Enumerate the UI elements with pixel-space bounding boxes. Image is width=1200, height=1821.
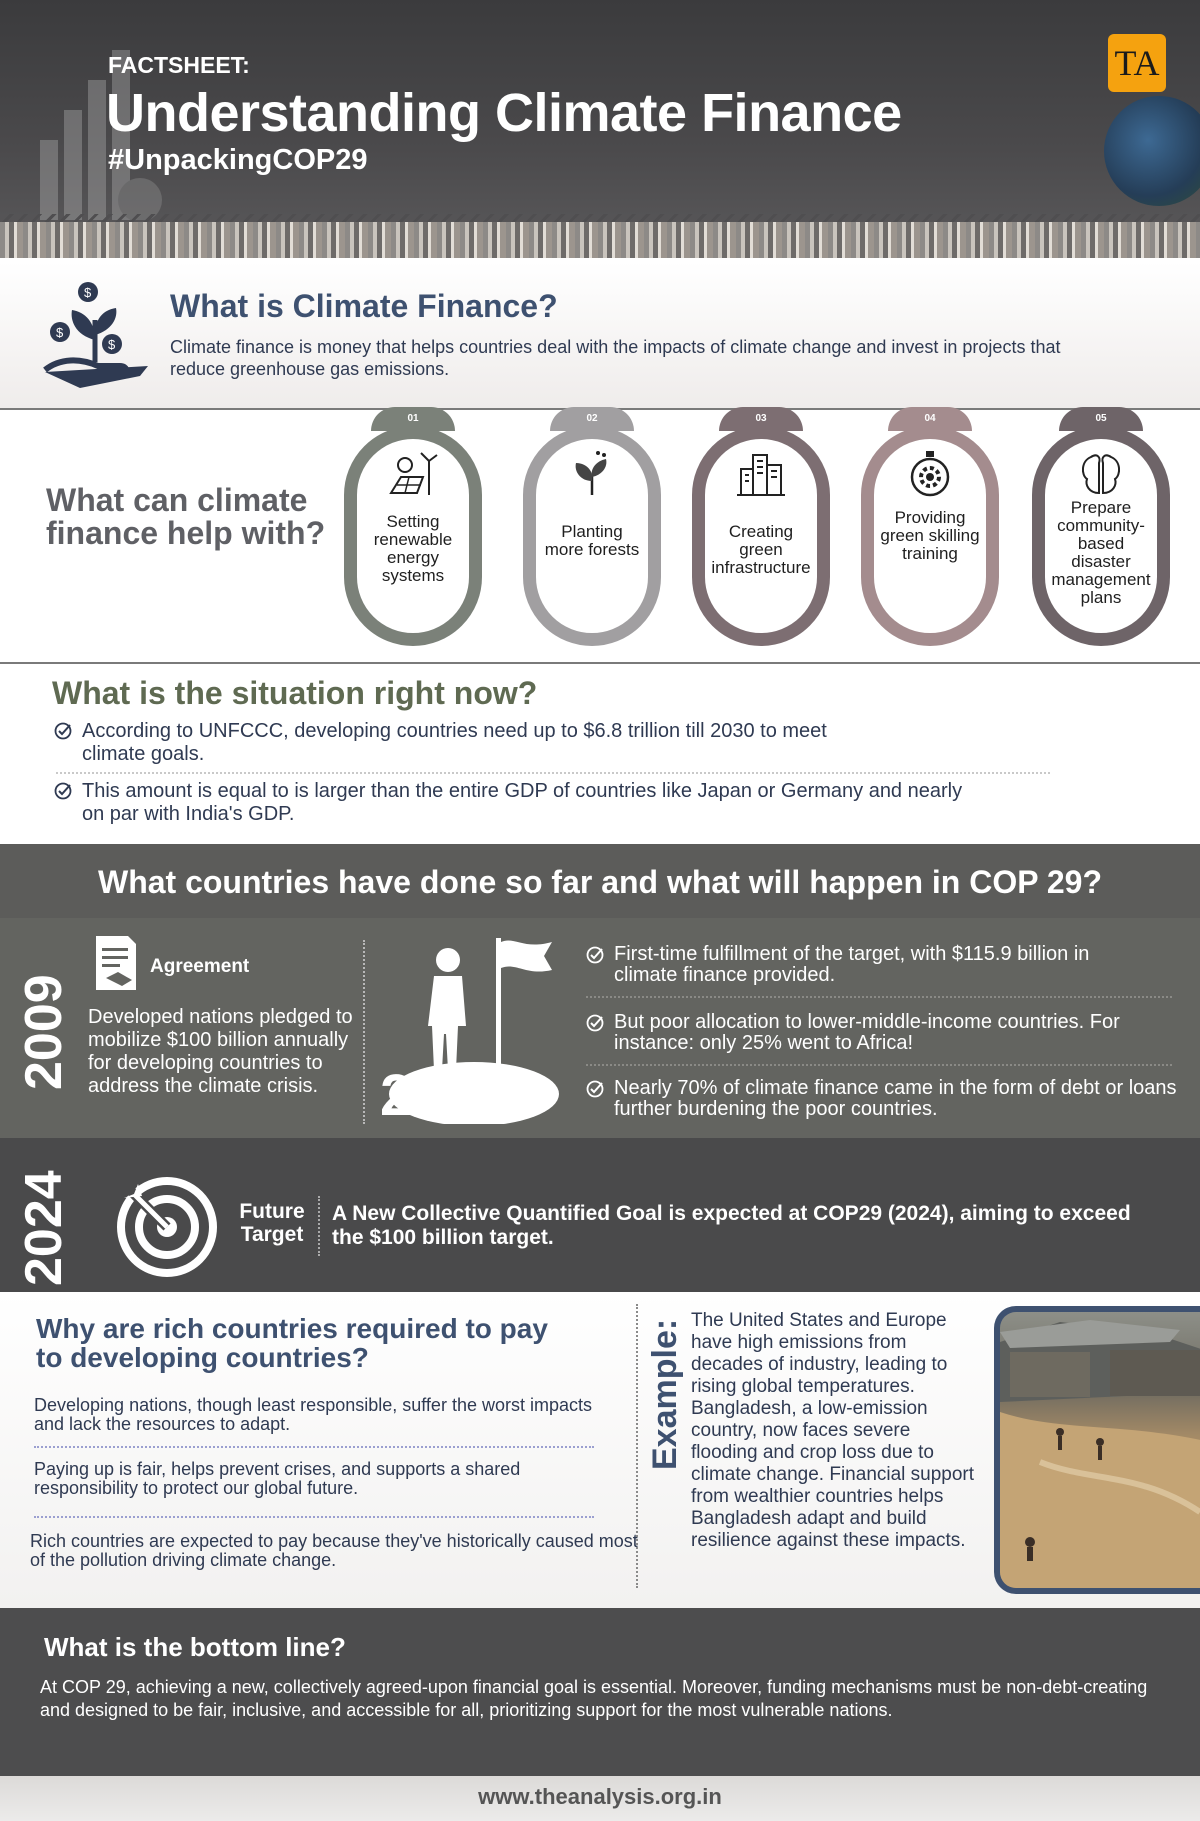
divider (34, 1516, 594, 1518)
card-label: Prepare community-based disaster management plans (1051, 498, 1151, 607)
list-item-text: Nearly 70% of climate finance came in the form of debt or loans further burdening the poor countries. (614, 1077, 1177, 1120)
list-item-text: First-time fulfillment of the target, with $115.9 billion in climate finance provided. (614, 943, 1090, 986)
card-number: 03 (719, 407, 803, 431)
check-icon (586, 1014, 604, 1032)
check-icon (54, 722, 72, 740)
svg-text:$: $ (56, 325, 64, 340)
list-item-text: This amount is equal to is larger than the entire GDP of countries like Japan or Germany and nearly on par with India's GDP. (82, 780, 963, 825)
future-target-text: A New Collective Quantified Goal is expected at COP29 (2024), aiming to exceed the $100 billion target. (332, 1202, 1131, 1249)
card-number: 05 (1059, 407, 1143, 431)
future-target-label: Future Target (239, 1200, 305, 1246)
agreement-document-icon (92, 934, 140, 992)
agreement-label: Agreement (150, 956, 250, 977)
example-text: The United States and Europe have high emissions from decades of industry, leading to rising global temperatures. Bangladesh, a low-emission country, now faces severe flooding and crop loss due to climate change. Financial support from wealthier countries helps Bangladesh adapt and build resilience against these impacts. (691, 1310, 975, 1551)
help-card (1032, 413, 1170, 646)
check-icon (586, 1080, 604, 1098)
decorative-stripes (0, 222, 1200, 258)
section-body: At COP 29, achieving a new, collectively agreed-upon financial goal is essential. Moreover, funding mechanisms must be non-debt-creating and designed to be fair, inclusive, and accessible for all, prioritizing support for the most vulnerable nations. (40, 1677, 1148, 1720)
section-heading: What countries have done so far and what will happen in COP 29? (97, 864, 1102, 900)
heads-icon (1075, 449, 1127, 501)
divider (363, 940, 365, 1124)
buildings-icon (735, 449, 787, 501)
section-heading: What is Climate Finance? (170, 288, 558, 324)
card-label: Planting more forests (544, 522, 640, 559)
year-label: 2009 (15, 974, 73, 1090)
card-label: Creating green infrastructure (711, 522, 811, 577)
divider (586, 1064, 1172, 1066)
solar-wind-icon (387, 449, 439, 501)
card-label: Setting renewable energy systems (373, 512, 453, 585)
svg-text:$: $ (84, 285, 92, 300)
section-heading: What is the situation right now? (52, 675, 538, 711)
kicker: FACTSHEET: (108, 52, 250, 78)
why-point: Developing nations, though least responsible, suffer the worst impacts and lack the resources to adapt. (34, 1395, 592, 1434)
help-card (344, 413, 482, 646)
year-label: 2024 (15, 1170, 73, 1286)
card-number: 02 (550, 407, 634, 431)
logo: TA (1108, 34, 1166, 92)
list-item-text: But poor allocation to lower-middle-income countries. For instance: only 25% went to Africa! (614, 1011, 1120, 1054)
example-label: Example: (646, 1318, 684, 1470)
what-is-section (0, 262, 1200, 408)
seedling-icon (566, 449, 618, 501)
card-label: Providing green skilling training (880, 508, 980, 563)
year-label: 2022 (380, 1063, 518, 1128)
flood-scene-illustration (1000, 1312, 1200, 1594)
check-icon (586, 946, 604, 964)
gear-stopwatch-icon (904, 449, 956, 501)
svg-text:$: $ (108, 337, 116, 352)
divider (34, 1446, 594, 1448)
divider (636, 1304, 638, 1588)
help-card (861, 413, 999, 646)
section-heading: Why are rich countries required to pay to developing countries? (36, 1313, 548, 1373)
money-plant-hand-icon (40, 280, 150, 390)
card-number: 04 (888, 407, 972, 431)
agreement-text: Developed nations pledged to mobilize $100 billion annually for developing countries to address the climate crisis. (88, 1006, 353, 1097)
why-point: Paying up is fair, helps prevent crises, and supports a shared responsibility to protect our global future. (34, 1459, 521, 1498)
divider (318, 1196, 320, 1256)
section-heading: What can climate finance help with? (46, 482, 326, 551)
divider (56, 772, 1050, 774)
footer-url[interactable]: www.theanalysis.org.in (478, 1784, 722, 1809)
help-card (523, 413, 661, 646)
card-number: 01 (371, 407, 455, 431)
hashtag: #UnpackingCOP29 (108, 144, 368, 176)
target-icon (116, 1176, 218, 1278)
section-body: Climate finance is money that helps countries deal with the impacts of climate change and invest in projects that reduce greenhouse gas emissions. (170, 337, 1061, 379)
page-title: Understanding Climate Finance (106, 83, 902, 143)
list-item-text: According to UNFCCC, developing countries need up to $6.8 trillion till 2030 to meet climate goals. (82, 720, 827, 765)
help-card (692, 413, 830, 646)
divider (586, 996, 1172, 998)
check-icon (54, 782, 72, 800)
flood-photo (994, 1306, 1200, 1594)
section-heading: What is the bottom line? (44, 1632, 346, 1662)
why-point: Rich countries are expected to pay because they've historically caused most of the pollution driving climate change. (30, 1531, 638, 1570)
